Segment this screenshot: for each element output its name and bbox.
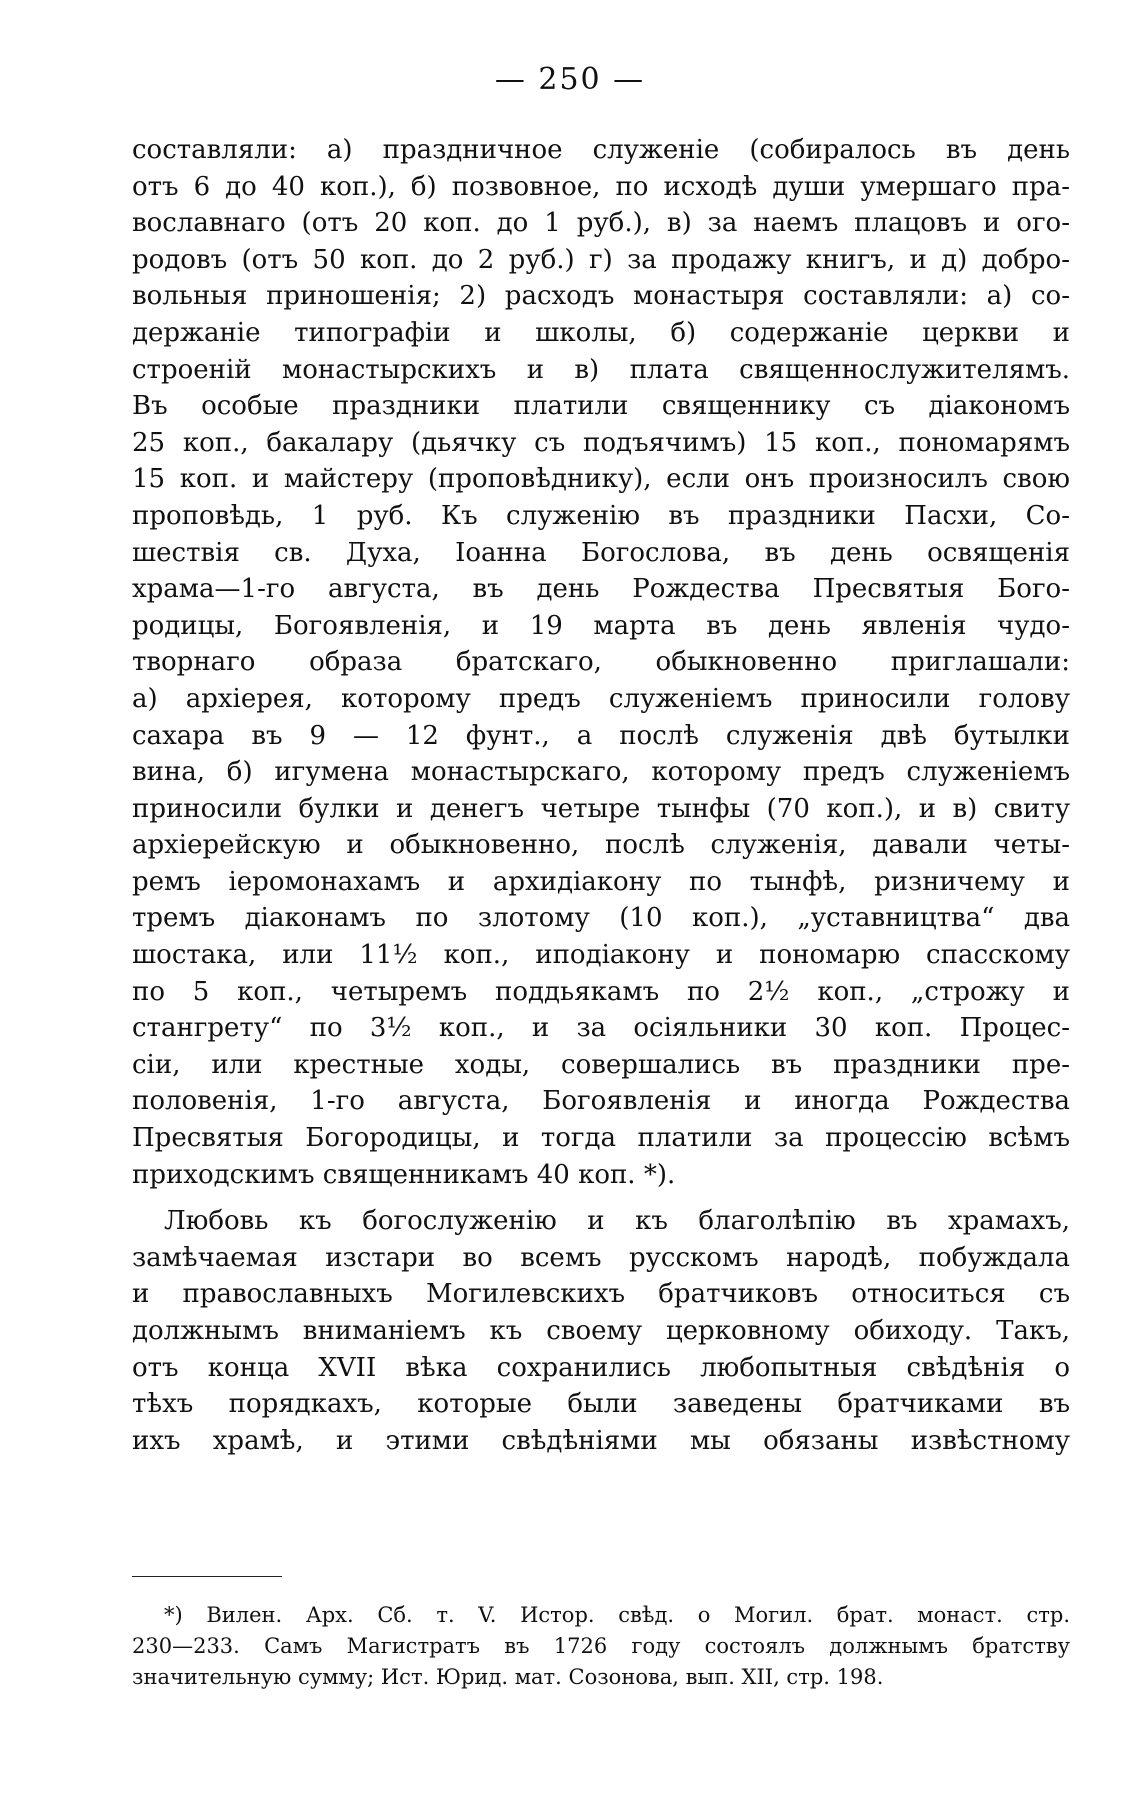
- text-line: отъ конца XVII вѣка сохранились любопытныя свѣдѣнія о: [132, 1352, 1070, 1383]
- text-line: шествія св. Духа, Іоанна Богослова, въ день освященія: [132, 537, 1070, 568]
- text-line: и православныхъ Могилевскихъ братчиковъ относиться съ: [132, 1279, 1070, 1310]
- text-line: ихъ храмѣ, и этими свѣдѣніями мы обязаны извѣстному: [132, 1425, 1070, 1456]
- text-line: по 5 коп., четыремъ поддьякамъ по 2½ коп., „строжу и: [132, 976, 1070, 1007]
- text-line: тѣхъ порядкахъ, которые были заведены братчиками въ: [132, 1389, 1070, 1420]
- text-line: ремъ іеромонахамъ и архидіакону по тынфѣ, ризничему и: [132, 866, 1070, 897]
- text-line: 25 коп., бакалару (дьячку съ подъячимъ) 15 коп., пономарямъ: [132, 427, 1070, 458]
- text-line: родицы, Богоявленія, и 19 марта въ день явленія чудо-: [132, 610, 1070, 641]
- main-text: [132, 132, 1070, 1459]
- paragraph-1: [132, 132, 1070, 1193]
- text-line: держаніе типографіи и школы, б) содержаніе церкви и: [132, 317, 1070, 348]
- text-line: проповѣдь, 1 руб. Къ служенію въ праздники Пасхи, Со-: [132, 500, 1070, 531]
- text-line: должнымъ вниманіемъ къ своему церковному обиходу. Такъ,: [132, 1316, 1070, 1346]
- footnote-line: *) Вилен. Арх. Сб. т. V. Истор. свѣд. о Могил. брат. монаст. стр.: [164, 1603, 1070, 1627]
- footnote-line: значительную сумму; Ист. Юрид. мат. Созонова, вып. XII, стр. 198.: [132, 1665, 884, 1689]
- footnote-divider: [132, 1576, 282, 1577]
- text-line: половенія, 1-го августа, Богоявленія и иногда Рождества: [132, 1086, 1070, 1117]
- page-number: — 250 —: [494, 62, 646, 97]
- text-line: стангрету“ по 3½ коп., и за осіяльники 30 коп. Процес-: [132, 1013, 1070, 1044]
- text-line: храма—1-го августа, въ день Рождества Пресвятыя Бого-: [132, 574, 1070, 605]
- text-line: приходскимъ священникамъ 40 коп. *).: [132, 1159, 676, 1190]
- text-line: Въ особые праздники платили священнику съ діакономъ: [132, 391, 1070, 422]
- footnote-line: 230—233. Самъ Магистратъ въ 1726 году состоялъ должнымъ братству: [132, 1634, 1070, 1658]
- paragraph-gap: [132, 1193, 1070, 1203]
- text-line: вославнаго (отъ 20 коп. до 1 руб.), в) за наемъ плацовъ и ого-: [132, 208, 1070, 239]
- text-line: тремъ діаконамъ по злотому (10 коп.), „уставництва“ два: [132, 903, 1070, 934]
- text-line: сіи, или крестные ходы, совершались въ праздники пре-: [132, 1049, 1070, 1080]
- text-line: приносили булки и денегъ четыре тынфы (70 коп.), и в) свиту: [132, 793, 1070, 824]
- text-line: Пресвятыя Богородицы, и тогда платили за процессію всѣмъ: [132, 1123, 1070, 1154]
- text-line: составляли: а) праздничное служеніе (собиралось въ день: [132, 135, 1070, 165]
- text-line: строеній монастырскихъ и в) плата священнослужителямъ.: [132, 354, 1070, 385]
- footnote: [132, 1600, 1070, 1693]
- text-line: Любовь къ богослуженію и къ благолѣпію въ храмахъ,: [164, 1206, 1070, 1237]
- text-line: а) архіерея, которому предъ служеніемъ приносили голову: [132, 683, 1070, 714]
- text-line: архіерейскую и обыкновенно, послѣ служенія, давали четы-: [132, 830, 1070, 861]
- text-line: сахара въ 9 — 12 фунт., а послѣ служенія двѣ бутылки: [132, 720, 1070, 751]
- text-line: замѣчаемая изстари во всемъ русскомъ народѣ, побуждала: [132, 1242, 1070, 1273]
- text-line: отъ 6 до 40 коп.), б) позвовное, по исходѣ души умершаго пра-: [132, 171, 1070, 202]
- text-line: творнаго образа братскаго, обыкновенно приглашали:: [132, 647, 1070, 678]
- text-line: 15 коп. и майстеру (проповѣднику), если онъ произносилъ свою: [132, 464, 1070, 495]
- text-line: шостака, или 11½ коп., иподіакону и пономарю спасскому: [132, 940, 1070, 971]
- text-line: вина, б) игумена монастырскаго, которому предъ служеніемъ: [132, 757, 1070, 788]
- text-line: вольныя приношенія; 2) расходъ монастыря составляли: а) со-: [132, 281, 1070, 312]
- text-line: родовъ (отъ 50 коп. до 2 руб.) г) за продажу книгъ, и д) добро-: [132, 244, 1070, 275]
- paragraph-2: [132, 1203, 1070, 1459]
